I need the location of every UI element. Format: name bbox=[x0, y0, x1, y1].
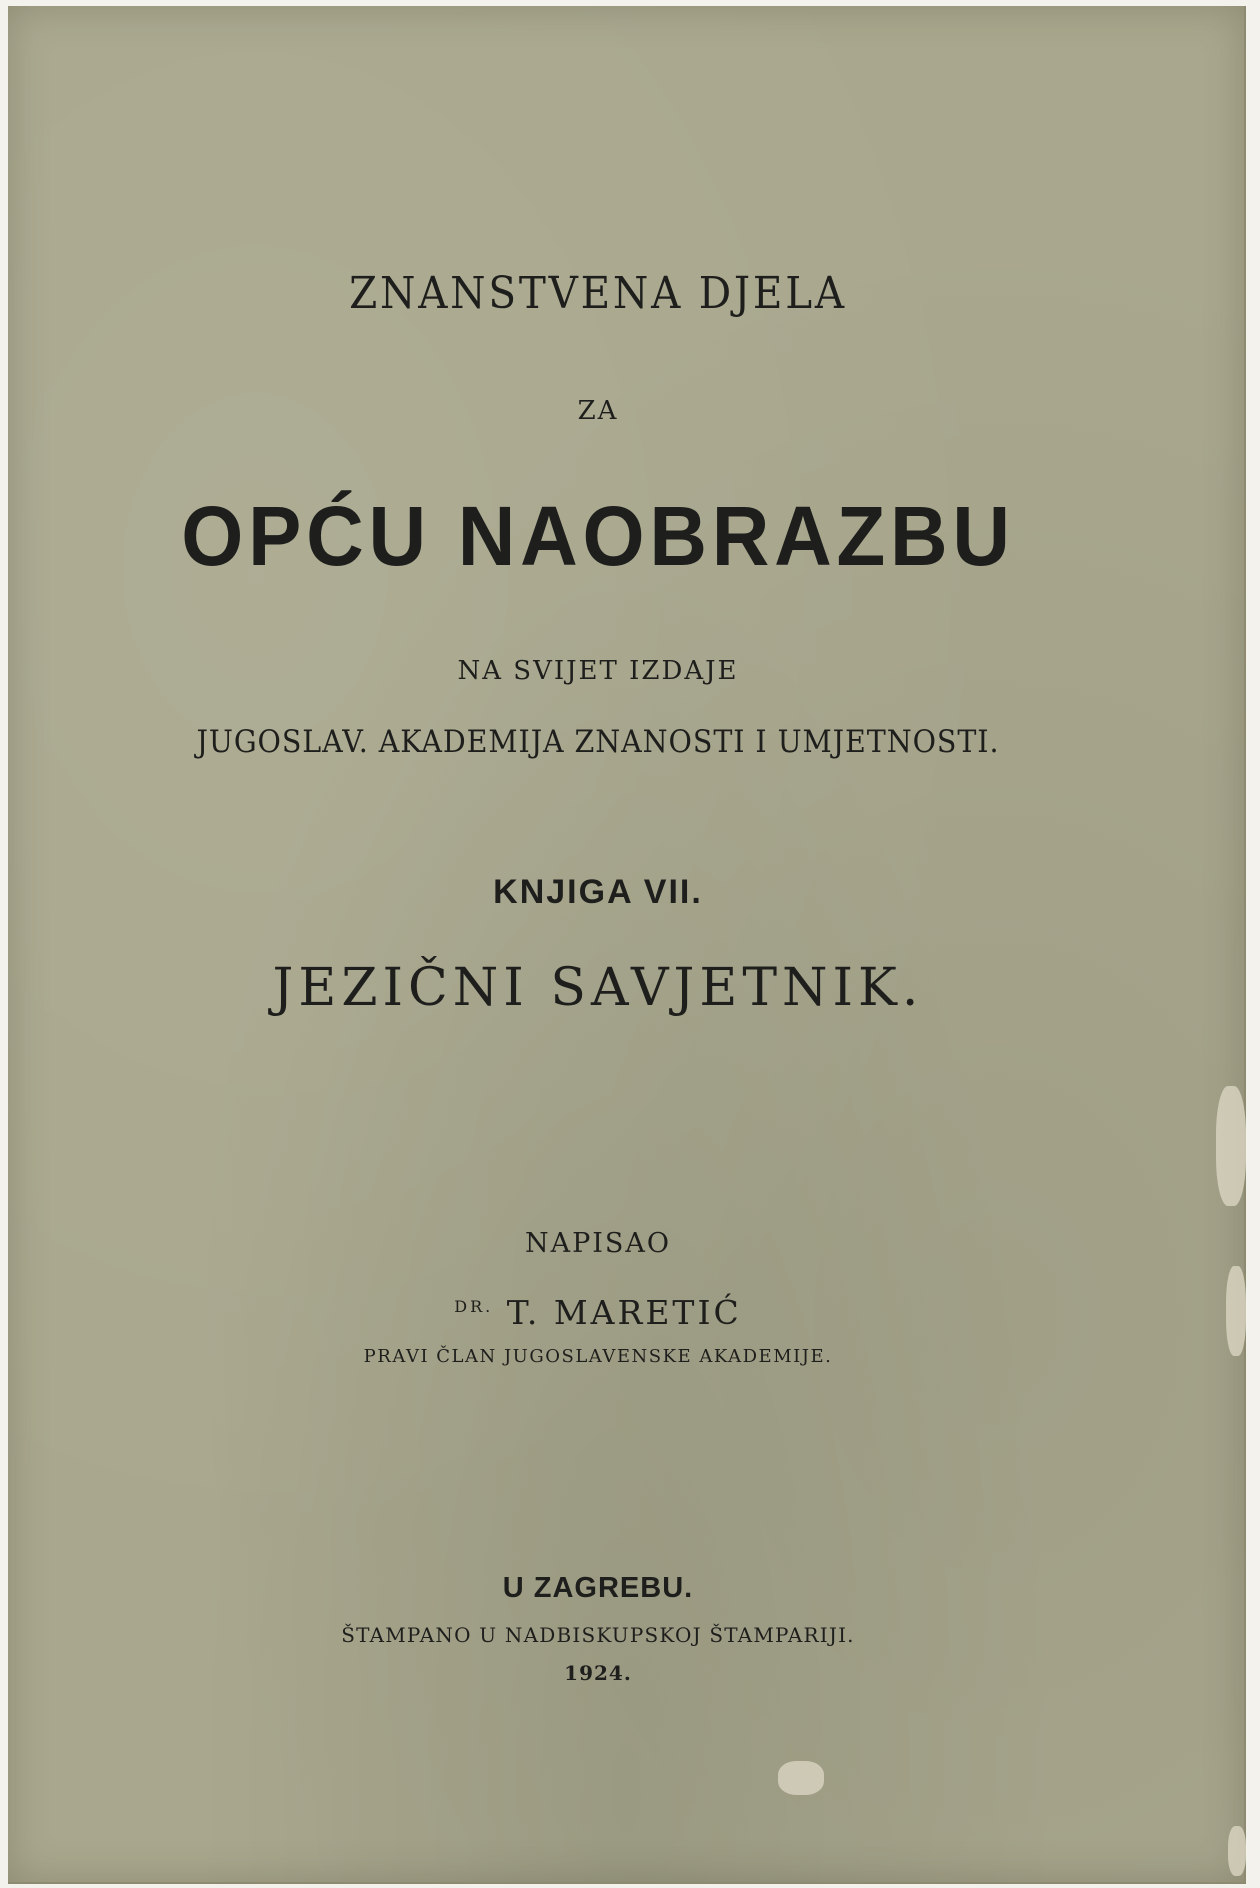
printer-line: ŠTAMPANO U NADBISKUPSKOJ ŠTAMPARIJI. bbox=[341, 1623, 855, 1647]
author-line bbox=[8, 1293, 1188, 1332]
series-connector: ZA bbox=[577, 396, 619, 426]
cover-wear-mark bbox=[1228, 1826, 1246, 1876]
main-title: OPĆU NAOBRAZBU bbox=[181, 489, 1015, 583]
publication-city: U ZAGREBU. bbox=[502, 1572, 694, 1604]
cover-wear-mark bbox=[1226, 1266, 1246, 1356]
author-name: T. MARETIĆ bbox=[506, 1293, 742, 1332]
cover-wear-mark bbox=[778, 1761, 824, 1795]
publisher-name: JUGOSLAV. AKADEMIJA ZNANOSTI I UMJETNOSTI. bbox=[196, 724, 1000, 760]
book-number: KNJIGA VII. bbox=[493, 873, 703, 911]
author-prefix: DR. bbox=[454, 1297, 494, 1316]
cover-wear-mark bbox=[1216, 1086, 1246, 1206]
book-cover bbox=[8, 6, 1246, 1884]
series-title: ZNANSTVENA DJELA bbox=[349, 268, 847, 319]
publication-year: 1924. bbox=[564, 1661, 632, 1685]
publisher-intro: NA SVIJET IZDAJE bbox=[457, 656, 739, 686]
written-by-label: NAPISAO bbox=[524, 1228, 672, 1259]
book-subtitle: JEZIČNI SAVJETNIK. bbox=[272, 958, 924, 1018]
author-title: PRAVI ČLAN JUGOSLAVENSKE AKADEMIJE. bbox=[363, 1346, 833, 1367]
